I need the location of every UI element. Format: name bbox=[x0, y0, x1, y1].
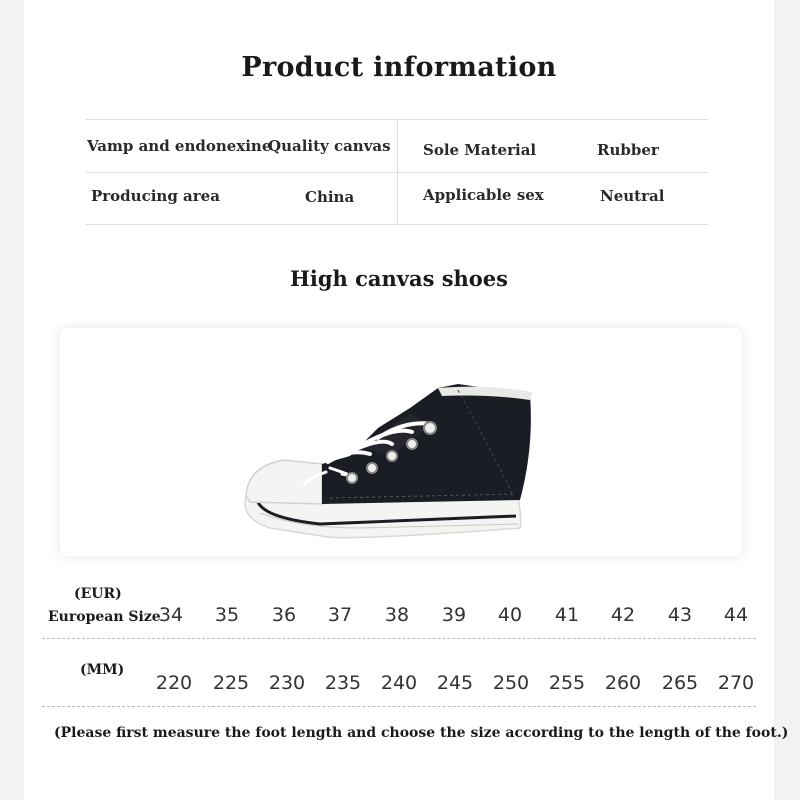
mm-size-value: 250 bbox=[492, 672, 530, 694]
high-top-shoe-image bbox=[60, 328, 742, 556]
eur-size-value: 37 bbox=[327, 604, 353, 626]
eur-size-value: 39 bbox=[441, 604, 467, 626]
product-info-table bbox=[86, 119, 708, 225]
info-value-vamp: Quality canvas bbox=[268, 137, 391, 155]
eur-size-value: 38 bbox=[384, 604, 410, 626]
row-divider bbox=[42, 706, 756, 707]
info-value-sex: Neutral bbox=[600, 187, 665, 205]
eur-size-value: 41 bbox=[554, 604, 580, 626]
row-divider bbox=[42, 638, 756, 639]
mm-size-value: 265 bbox=[661, 672, 699, 694]
mm-size-value: 260 bbox=[604, 672, 642, 694]
eur-size-value: 36 bbox=[271, 604, 297, 626]
mm-size-value: 255 bbox=[548, 672, 586, 694]
product-card bbox=[24, 0, 789, 800]
product-photo bbox=[60, 328, 742, 556]
eur-size-value: 43 bbox=[667, 604, 693, 626]
info-value-area: China bbox=[305, 188, 355, 206]
table-column-divider bbox=[397, 120, 398, 224]
eur-size-value: 40 bbox=[497, 604, 523, 626]
info-label-sole: Sole Material bbox=[423, 141, 537, 159]
eur-size-value: 42 bbox=[610, 604, 636, 626]
mm-size-value: 235 bbox=[324, 672, 362, 694]
eur-size-value: 34 bbox=[158, 604, 184, 626]
size-advice-note: (Please first measure the foot length and choose the size according to the length of the foot.) bbox=[54, 725, 789, 741]
info-label-vamp: Vamp and endonexine bbox=[87, 137, 272, 155]
info-value-sole: Rubber bbox=[597, 141, 659, 159]
mm-size-value: 240 bbox=[380, 672, 418, 694]
page-title: Product information bbox=[241, 52, 557, 83]
eur-size-value: 35 bbox=[214, 604, 240, 626]
mm-size-value: 220 bbox=[155, 672, 193, 694]
mm-size-value: 225 bbox=[212, 672, 250, 694]
eur-unit-label: (EUR) bbox=[74, 586, 122, 602]
mm-size-value: 270 bbox=[717, 672, 755, 694]
section-title: High canvas shoes bbox=[290, 266, 508, 291]
eur-size-value: 44 bbox=[723, 604, 749, 626]
mm-unit-label: (MM) bbox=[80, 662, 125, 678]
mm-size-value: 245 bbox=[436, 672, 474, 694]
info-label-sex: Applicable sex bbox=[423, 186, 544, 204]
eur-size-label: European Size bbox=[48, 609, 161, 625]
info-label-area: Producing area bbox=[91, 187, 220, 205]
mm-size-value: 230 bbox=[268, 672, 306, 694]
